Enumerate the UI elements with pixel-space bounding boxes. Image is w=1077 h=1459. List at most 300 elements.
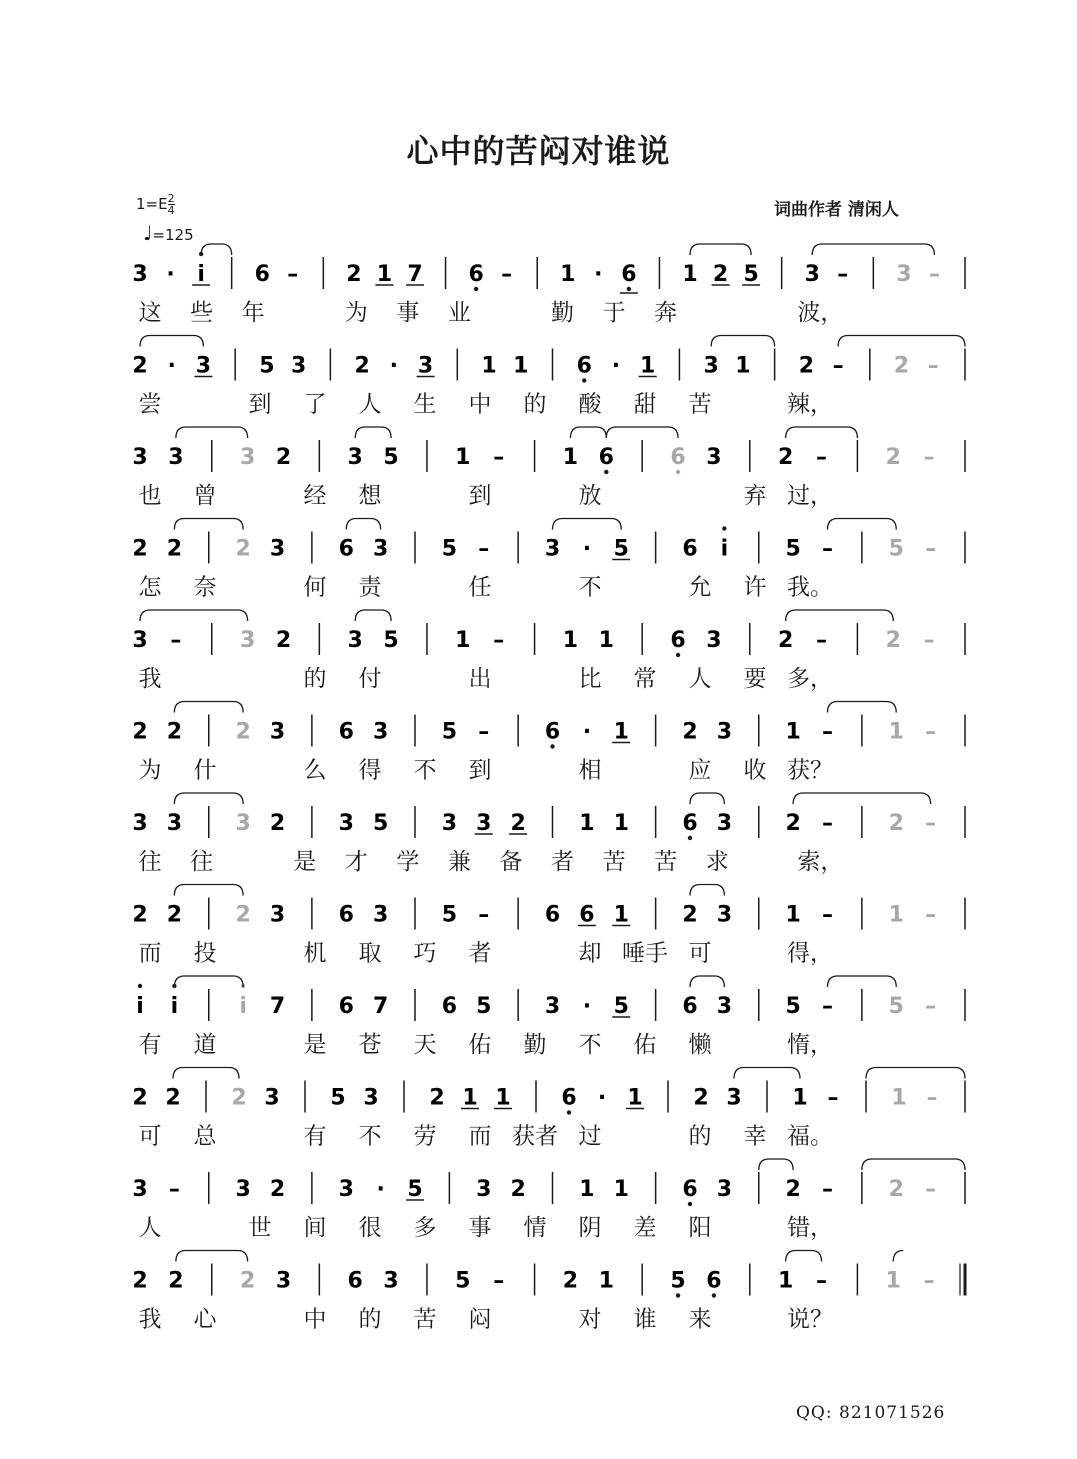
lyric-char: 总 [193, 1123, 217, 1150]
note: 1 [481, 353, 497, 379]
dash-mark: – [925, 1177, 937, 1202]
dash-mark: – [493, 628, 505, 653]
note: i [170, 994, 179, 1019]
slur [174, 702, 243, 713]
slur [606, 427, 678, 438]
lyric-char: 苦 [413, 1306, 437, 1333]
lyric-char: 索， [797, 849, 844, 875]
note: 3 [372, 902, 389, 928]
lyric-char: 得， [787, 940, 833, 967]
note: 3 [132, 445, 148, 470]
slur [176, 1251, 248, 1262]
lyric-char: 想 [358, 483, 382, 509]
dash-mark: – [926, 1085, 938, 1111]
lyric-char: 情 [523, 1215, 547, 1241]
note: 3 [804, 262, 820, 287]
slur [346, 519, 380, 530]
note: 1 [495, 1085, 511, 1111]
note: 1 [462, 1085, 478, 1111]
note: 2 [510, 811, 526, 836]
lyric-char: 到 [468, 483, 492, 509]
note: 6 [682, 811, 698, 836]
note: 6 [544, 719, 561, 745]
slur [893, 1251, 903, 1262]
lyric-char: 世 [248, 1215, 272, 1241]
note: 2 [235, 902, 251, 928]
lyric-char: 对 [578, 1306, 602, 1333]
note: 2 [275, 445, 292, 470]
lyric-char: 我 [138, 666, 162, 692]
slur [828, 976, 897, 987]
lyric-char: 获？ [787, 757, 833, 784]
lyric-char: 苦 [688, 391, 712, 418]
note: 2 [885, 628, 901, 653]
note: 6 [544, 902, 561, 928]
lyric-char: 的 [523, 391, 547, 418]
dash-mark: – [923, 445, 935, 470]
lyric-char: 者 [468, 940, 492, 967]
note: 1 [579, 1177, 595, 1202]
dash-mark: – [925, 719, 937, 745]
lyric-char: 波， [797, 300, 844, 326]
note: 1 [376, 262, 393, 287]
lyric-char: 取 [358, 940, 382, 967]
lyric-char: 的 [358, 1306, 382, 1333]
note: 2 [693, 1085, 709, 1111]
footer-contact: QQ: 821071526 [796, 1403, 946, 1423]
lyric-char: 佑 [633, 1032, 657, 1058]
note: 3 [716, 1177, 733, 1202]
note: 3 [372, 536, 389, 562]
key-label: 1=E [136, 195, 168, 213]
note: 6 [338, 994, 354, 1019]
note: 3 [703, 353, 719, 379]
dash-mark: – [822, 536, 833, 562]
lyric-char: 是 [293, 849, 317, 875]
score-line [132, 1159, 965, 1241]
note: 2 [888, 1177, 904, 1202]
note: 1 [513, 353, 529, 379]
lyric-char: 是 [303, 1032, 327, 1058]
low-octave-dot [688, 1202, 692, 1206]
lyric-char: 应 [688, 757, 712, 784]
note: 3 [290, 353, 307, 379]
note: 1 [562, 445, 579, 470]
lyric-char: 却 [578, 940, 602, 967]
note: 5 [407, 1177, 423, 1202]
low-octave-dot [474, 287, 478, 291]
note: 2 [510, 1177, 526, 1202]
lyric-char: 投 [193, 940, 217, 967]
lyric-char: 要 [743, 666, 767, 692]
note: 6 [338, 719, 354, 745]
note: 2 [269, 811, 286, 836]
lyric-char: 勤 [523, 1032, 547, 1058]
lyric-char: 责 [358, 574, 382, 601]
slur [140, 610, 248, 621]
lyric-char: 何 [303, 574, 327, 601]
lyric-char: 付 [358, 666, 382, 692]
note: 2 [235, 536, 251, 562]
lyric-char: 苍 [358, 1032, 382, 1058]
slur [355, 427, 391, 438]
note: 5 [613, 536, 629, 562]
note: 2 [132, 902, 148, 928]
note: 5 [670, 1268, 686, 1294]
note: 1 [560, 262, 576, 287]
note: 3 [347, 628, 363, 653]
lyric-char: 差 [633, 1215, 657, 1241]
lyric-char: 阳 [688, 1215, 712, 1241]
low-octave-dot [688, 836, 692, 840]
lyric-char: 到 [248, 391, 272, 418]
note: 2 [275, 628, 292, 653]
slur [553, 519, 622, 530]
lyric-char: 到 [468, 757, 492, 784]
lyric-char: 懒 [688, 1032, 712, 1058]
note: 3 [476, 811, 492, 836]
lyric-char: 苦 [654, 849, 678, 875]
dash-mark: – [822, 994, 833, 1019]
note: 7 [407, 262, 423, 287]
dot-mark: · [582, 719, 592, 745]
low-octave-dot [712, 1293, 716, 1297]
note: 3 [132, 628, 148, 653]
lyric-char: 奔 [654, 300, 678, 326]
note: 2 [712, 262, 729, 287]
time-signature-top: 2 [167, 192, 175, 205]
lyric-char: 苦 [602, 849, 626, 875]
lyric-char: 说？ [787, 1306, 833, 1333]
note: 6 [682, 536, 698, 562]
lyric-char: 尝 [138, 391, 162, 418]
slur [570, 427, 606, 438]
lyric-char: 中 [303, 1306, 327, 1333]
dot-mark: · [582, 994, 592, 1019]
note: 2 [168, 1268, 184, 1294]
slur [690, 793, 724, 804]
note: 6 [347, 1268, 363, 1294]
note: 3 [716, 994, 733, 1019]
note: 2 [682, 719, 698, 745]
time-signature-bottom: 4 [167, 204, 175, 217]
lyric-char: 闷 [468, 1306, 492, 1333]
dash-mark: – [927, 353, 939, 379]
slur [690, 885, 724, 896]
low-octave-dot [582, 378, 586, 382]
note: 2 [785, 811, 801, 836]
note: 2 [893, 353, 910, 379]
note: i [239, 994, 247, 1019]
lyric-char: 求 [705, 849, 729, 875]
lyric-char: 放 [578, 483, 602, 509]
dash-mark: – [170, 628, 182, 653]
note: 1 [682, 262, 698, 287]
dot-mark: · [389, 353, 399, 379]
lyric-char: 可 [138, 1123, 162, 1150]
note: 1 [562, 628, 579, 653]
score-line [132, 1068, 965, 1150]
lyric-char: 的 [303, 666, 327, 692]
lyric-char: 酸 [578, 391, 602, 418]
note: 5 [383, 445, 399, 470]
dot-mark: · [167, 353, 176, 379]
score-line [132, 427, 965, 509]
note: 3 [896, 262, 912, 287]
lyric-char: 怎 [138, 574, 162, 601]
lyric-char: 多 [413, 1215, 437, 1241]
note: 1 [613, 811, 629, 836]
note: 2 [269, 1177, 286, 1202]
slur [786, 1251, 822, 1262]
note: i [720, 536, 729, 562]
song-title: 心中的苦闷对谁说 [406, 132, 671, 170]
lyric-char: 事 [468, 1215, 492, 1241]
lyric-char: 佑 [468, 1032, 492, 1058]
dash-mark: – [822, 719, 833, 745]
note: 1 [455, 628, 471, 653]
note: 6 [338, 902, 354, 928]
lyric-char: 也 [138, 483, 162, 509]
lyric-char: 中 [468, 391, 492, 418]
note: 5 [383, 628, 399, 653]
lyric-char: 许 [743, 574, 767, 601]
note: 3 [716, 902, 733, 928]
note: 2 [235, 719, 251, 745]
note: 6 [621, 262, 637, 287]
dot-mark: · [376, 1177, 385, 1202]
slur [174, 885, 243, 896]
note: 1 [598, 628, 614, 653]
slur [828, 519, 897, 530]
lyric-char: 很 [358, 1215, 382, 1241]
lyric-char: 兼 [447, 849, 471, 875]
dash-mark: – [478, 902, 490, 928]
lyric-char: 业 [447, 300, 471, 326]
note: 3 [726, 1085, 742, 1111]
dash-mark: – [816, 445, 828, 470]
note: 1 [640, 353, 656, 379]
slur [201, 244, 232, 255]
dash-mark: – [493, 445, 505, 470]
lyric-char: 我 [138, 1306, 162, 1333]
lyric-char: 得 [358, 757, 382, 784]
lyric-char: 不 [413, 757, 437, 784]
note: 1 [891, 1085, 907, 1111]
lyric-char: 什 [193, 757, 217, 784]
lyric-char: 的 [688, 1123, 712, 1150]
slur [786, 610, 894, 621]
slur [711, 336, 774, 347]
slur [174, 976, 243, 987]
note: 2 [777, 628, 794, 653]
lyric-char: 人 [688, 666, 712, 692]
dash-mark: – [837, 262, 849, 287]
note: 5 [455, 1268, 471, 1294]
note: 5 [441, 902, 458, 928]
note: 3 [239, 445, 256, 470]
score-line [132, 793, 965, 875]
lyric-char: 错， [787, 1215, 833, 1241]
lyric-char: 往 [190, 849, 214, 875]
note: 3 [716, 719, 733, 745]
note: 5 [441, 536, 458, 562]
note: 2 [132, 1268, 148, 1294]
note: 3 [132, 1177, 148, 1202]
lyric-char: 道 [193, 1032, 217, 1058]
dash-mark: – [925, 536, 937, 562]
note: 2 [132, 1085, 148, 1111]
dash-mark: – [925, 902, 937, 928]
dash-mark: – [925, 811, 937, 836]
note: 2 [777, 445, 794, 470]
note: 3 [544, 994, 561, 1019]
low-octave-dot [676, 1293, 680, 1297]
slur [759, 1159, 793, 1170]
dot-mark: · [166, 262, 175, 287]
note: 6 [338, 536, 354, 562]
note: 3 [706, 628, 722, 653]
lyric-char: 允 [688, 574, 712, 601]
lyric-char: 不 [578, 574, 602, 601]
lyric-char: 常 [633, 666, 657, 692]
quarter-note-icon: ♩ [143, 221, 153, 245]
note: 1 [579, 811, 595, 836]
note: 6 [441, 994, 458, 1019]
note: 5 [888, 536, 904, 562]
note: 2 [885, 445, 901, 470]
lyric-char: 比 [578, 666, 602, 692]
note: 7 [269, 994, 286, 1019]
lyric-char: 么 [303, 757, 327, 784]
score-line [136, 976, 965, 1058]
lyric-char: 过， [787, 483, 833, 509]
note: 3 [235, 1177, 251, 1202]
note: 3 [372, 719, 389, 745]
score-line [132, 702, 965, 784]
note: 1 [613, 902, 629, 928]
score-line [132, 1251, 965, 1333]
lyric-char: 可 [688, 940, 712, 967]
note: 2 [132, 719, 148, 745]
dash-mark: – [923, 1268, 935, 1294]
note: 6 [579, 902, 595, 928]
dot-mark: · [582, 536, 592, 562]
note: 1 [627, 1085, 643, 1111]
slur [862, 1159, 965, 1170]
lyric-char: 任 [468, 574, 492, 601]
note: 2 [785, 1177, 801, 1202]
low-octave-dot [627, 287, 631, 291]
note: 2 [166, 902, 183, 928]
slur [866, 1068, 965, 1079]
lyric-char: 幸 [743, 1123, 767, 1150]
note: 2 [429, 1085, 445, 1111]
note: 2 [888, 811, 904, 836]
lyric-char: 而 [468, 1123, 492, 1150]
lyric-char: 生 [413, 391, 437, 418]
dash-mark: – [493, 1268, 505, 1294]
lyric-char: 我。 [787, 574, 833, 601]
lyric-char: 年 [241, 300, 265, 326]
dash-mark: – [832, 353, 844, 379]
note: 3 [132, 262, 148, 287]
lyric-char: 唾手 [622, 940, 668, 967]
lyric-char: 于 [602, 300, 626, 326]
note: 3 [716, 811, 733, 836]
lyric-char: 天 [413, 1032, 437, 1058]
lyric-char: 往 [138, 849, 162, 875]
dash-mark: – [816, 628, 828, 653]
lyric-char: 多， [787, 666, 833, 692]
lyric-char: 出 [468, 666, 492, 692]
note: 5 [785, 536, 801, 562]
lyric-char: 相 [578, 757, 602, 784]
note: 6 [468, 262, 484, 287]
low-octave-dot [676, 653, 680, 657]
slur [838, 336, 965, 347]
note: 5 [613, 994, 629, 1019]
slur [355, 610, 391, 621]
score-line [132, 885, 965, 967]
lyric-char: 经 [303, 483, 327, 509]
note: 2 [354, 353, 370, 379]
slur [793, 793, 931, 804]
dash-mark: – [168, 1177, 180, 1202]
dot-mark: · [597, 1085, 607, 1111]
note: 5 [743, 262, 759, 287]
note: 5 [372, 811, 389, 836]
dash-mark: – [478, 536, 490, 562]
note: 5 [441, 719, 458, 745]
note: 2 [562, 1268, 579, 1294]
lyric-char: 机 [303, 940, 327, 967]
note: 2 [346, 262, 362, 287]
note: 1 [598, 1268, 614, 1294]
note: 1 [785, 719, 801, 745]
lyric-char: 才 [344, 849, 368, 875]
note: 3 [441, 811, 458, 836]
note: 3 [168, 445, 184, 470]
dash-mark: – [822, 811, 833, 836]
note: 1 [735, 353, 751, 379]
note: 2 [231, 1085, 247, 1111]
note: 3 [706, 445, 722, 470]
dash-mark: – [923, 628, 935, 653]
lyric-char: 事 [396, 300, 420, 326]
note: 1 [885, 1268, 901, 1294]
slur [812, 244, 934, 255]
note: 3 [132, 811, 148, 836]
note: 6 [561, 1085, 577, 1111]
note: 6 [670, 628, 686, 653]
note: 3 [269, 902, 286, 928]
note: 2 [166, 536, 183, 562]
note: 2 [239, 1268, 256, 1294]
note: 1 [888, 719, 904, 745]
note: 3 [195, 353, 212, 379]
note: 2 [682, 902, 698, 928]
note: 1 [613, 719, 629, 745]
dash-mark: – [501, 262, 513, 287]
note: 3 [264, 1085, 280, 1111]
note: 3 [544, 536, 561, 562]
note: 5 [259, 353, 275, 379]
lyric-char: 学 [396, 849, 420, 875]
lyric-char: 曾 [193, 483, 217, 509]
note: 3 [269, 536, 286, 562]
note: 3 [239, 628, 256, 653]
